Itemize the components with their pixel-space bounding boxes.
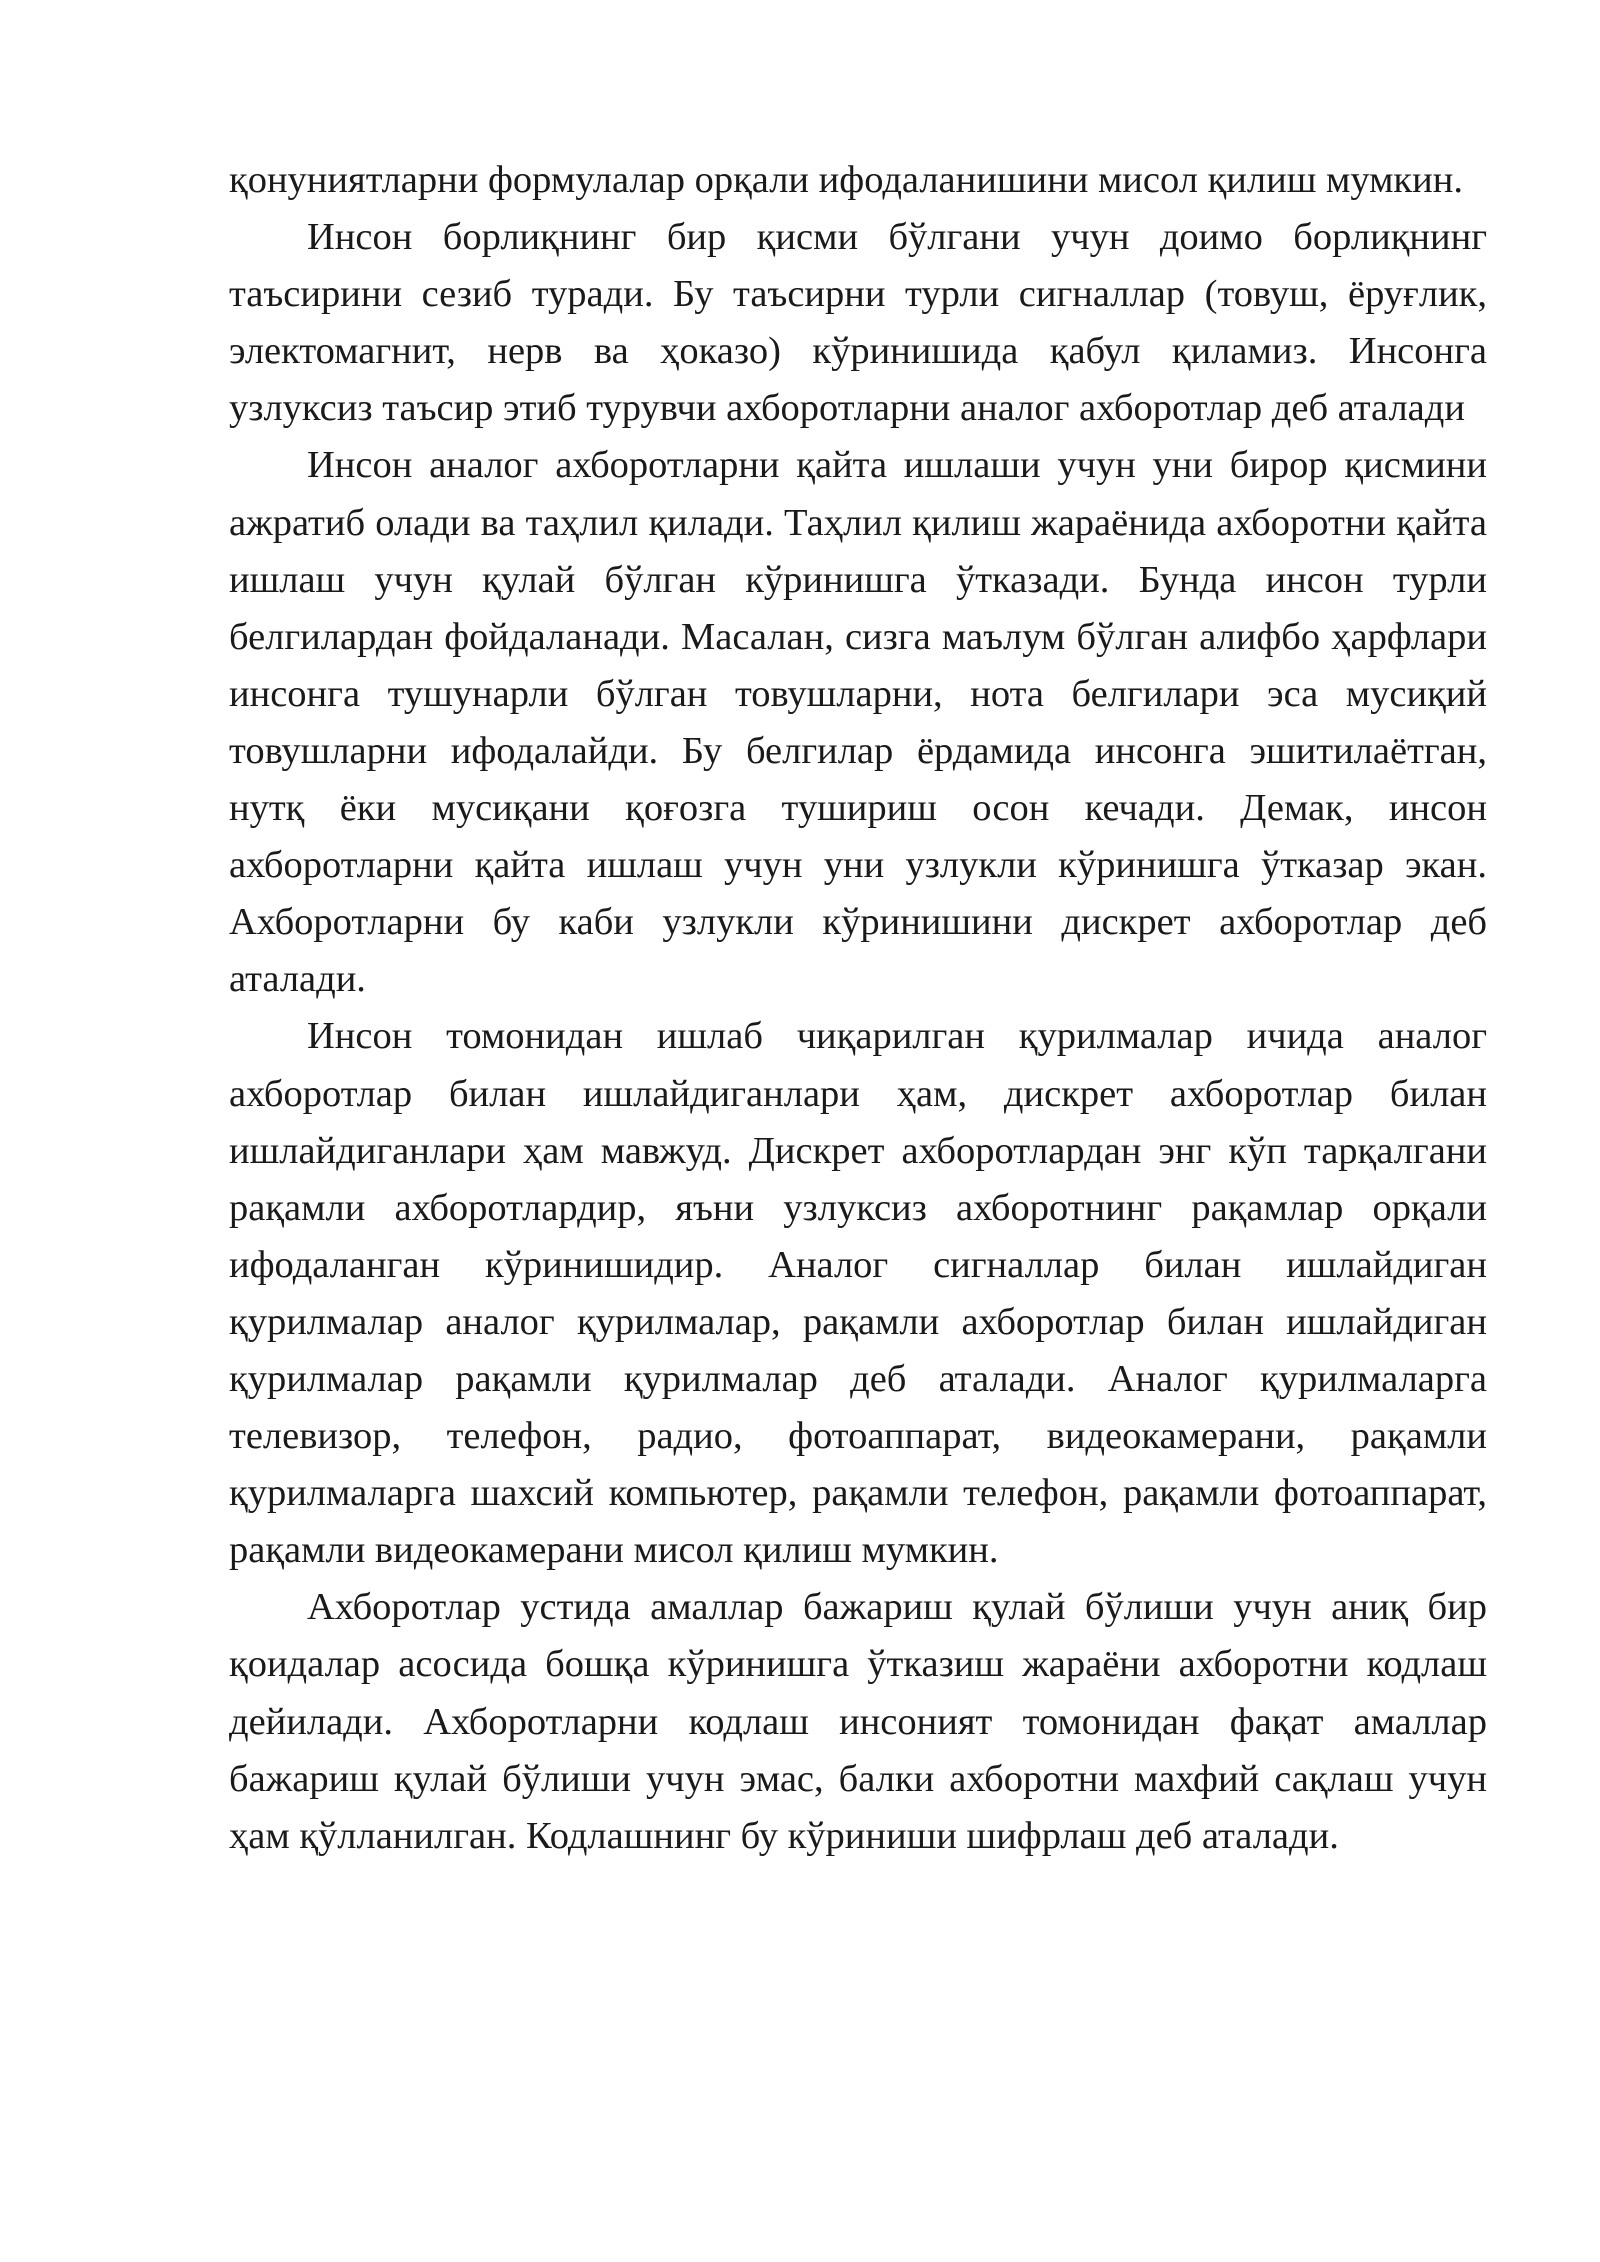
paragraph-analog-info: Инсон борлиқнинг бир қисми бўлгани учун доимо борлиқнинг таъсирини сезиб туради. Бу таъсирни турли сигналлар (товуш, ёруғлик, электомагнит, нерв ва ҳоказо) кўринишида қабул қиламиз. Инсонга узлуксиз таъсир этиб турувчи ахборотларни аналог ахборотлар деб аталади [229,216,1487,430]
paragraph-encoding: Ахборотлар устида амаллар бажариш қулай бўлиши учун аниқ бир қоидалар асосида бошқа кўринишга ўтказиш жараёни ахборотни кодлаш дейилади. Ахборотларни кодлаш инсоният томонидан фақат амаллар бажариш қулай бўлиши учун эмас, балки ахборотни махфий сақлаш учун ҳам қўлланилган. Кодлашнинг бу кўриниши шифрлаш деб аталади. [229,1586,1487,1857]
paragraph-continuation: қонуниятларни формулалар орқали ифодаланишини мисол қилиш мумкин. [229,159,1463,201]
paragraph-devices: Инсон томонидан ишлаб чиқарилган қурилмалар ичида аналог ахборотлар билан ишлайдиганлари ҳам, дискрет ахборотлар билан ишлайдиганлари ҳам мавжуд. Дискрет ахборотлардан энг кўп тарқалгани рақамли ахборотлардир, яъни узлуксиз ахборотнинг рақамлар орқали ифодаланган кўринишидир. Аналог сигналлар билан ишлайдиган қурилмалар аналог қурилмалар, рақамли ахборотлар билан ишлайдиган қурилмалар рақамли қурилмалар деб аталади. Аналог қурилмаларга телевизор, телефон, радио, фотоаппарат, видеокамерани, рақамли қурилмаларга шахсий компьютер, рақамли телефон, рақамли фотоаппарат, рақамли видеокамерани мисол қилиш мумкин. [229,1015,1487,1572]
paragraph-discrete-info: Инсон аналог ахборотларни қайта ишлаши учун уни бирор қисмини ажратиб олади ва таҳлил қилади. Таҳлил қилиш жараёнида ахборотни қайта ишлаш учун қулай бўлган кўринишга ўтказади. Бунда инсон турли белгилардан фойдаланади. Масалан, сизга маълум бўлган алифбо ҳарфлари инсонга тушунарли бўлган товушларни, нота белгилари эса мусиқий товушларни ифодалайди. Бу белгилар ёрдамида инсонга эшитилаётган, нутқ ёки мусиқани қоғозга тушириш осон кечади. Демак, инсон ахборотларни қайта ишлаш учун уни узлукли кўринишга ўтказар экан. Ахборотларни бу каби узлукли кўринишини дискрет ахборотлар деб аталади. [229,444,1487,1001]
body-text [229,152,1487,1865]
